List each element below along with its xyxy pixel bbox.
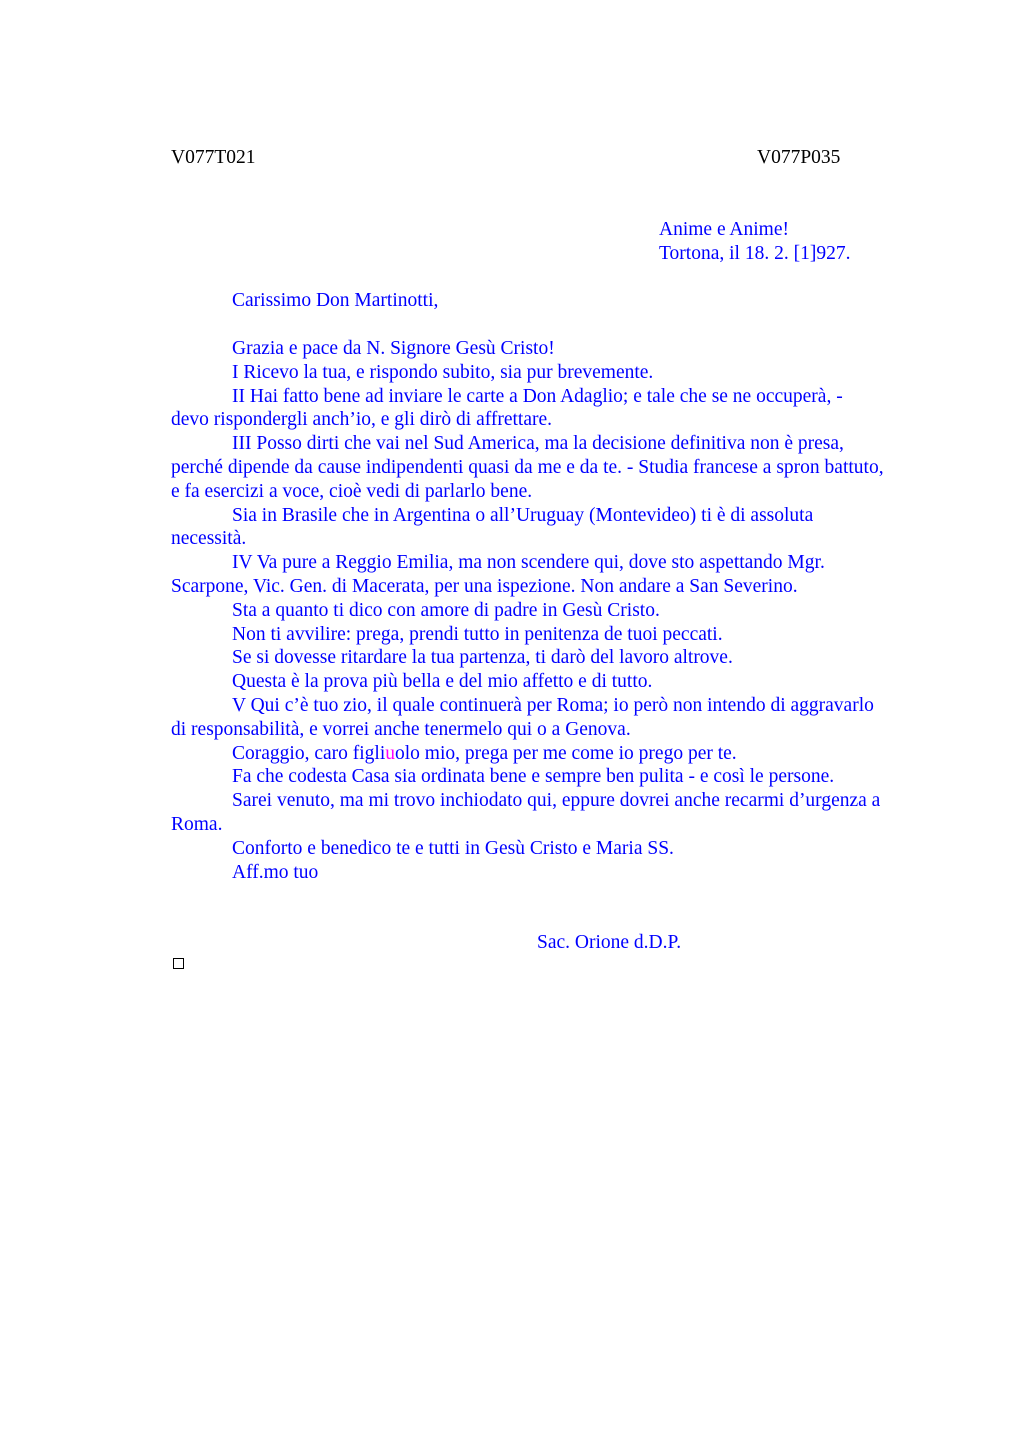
square-outline-icon: [173, 958, 184, 969]
motto: Anime e Anime!: [659, 219, 789, 240]
paragraph-5: IV Va pure a Reggio Emilia, ma non scendere qui, dove sto aspettando Mgr. Scarpone, Vic. Gen. di Macerata, per una ispezione. Non andare a San Severino.: [171, 552, 825, 597]
paragraph-4: Sia in Brasile che in Argentina o all’Uruguay (Montevideo) ti è di assoluta necessità.: [171, 504, 814, 550]
paragraph-8: Se si dovesse ritardare la tua partenza, ti darò del lavoro altrove.: [232, 647, 733, 669]
salutation: Carissimo Don Martinotti,: [232, 290, 439, 311]
letter-heading: [659, 218, 850, 266]
paragraph-14: Conforto e benedico te e tutti in Gesù Cristo e Maria SS.: [232, 837, 674, 859]
paragraph-11-end: olo mio, prega per me come io prego per te.: [395, 742, 737, 764]
document-reference-left: V077T021: [171, 147, 256, 168]
closing: Aff.mo tuo: [232, 861, 319, 883]
paragraph-7: Non ti avvilire: prega, prendi tutto in penitenza de tuoi peccati.: [232, 623, 723, 645]
paragraph-1: I Ricevo la tua, e rispondo subito, sia pur brevemente.: [232, 361, 654, 383]
paragraph-11-start: Coraggio, caro figli: [232, 742, 386, 764]
paragraph-10: V Qui c’è tuo zio, il quale continuerà per Roma; io però non intendo di aggravarlo di responsabilità, e vorrei anche tenermelo qui o a Genova.: [171, 694, 874, 740]
paragraph-3: III Posso dirti che vai nel Sud America, ma la decisione definitiva non è presa, perché dipende da cause indipendenti quasi da me e da te. - Studia francese a spron battuto, e fa esercizi a voce, cioè vedi di parlarlo bene.: [171, 433, 884, 502]
paragraph-13: Sarei venuto, ma mi trovo inchiodato qui, eppure dovrei anche recarmi d’urgenza a Roma.: [171, 790, 881, 835]
highlighted-letter: u: [385, 742, 395, 764]
greeting-paragraph: Grazia e pace da N. Signore Gesù Cristo!: [232, 338, 555, 359]
paragraph-11: [171, 742, 931, 766]
letter-body: [171, 337, 931, 884]
signature: Sac. Orione d.D.P.: [537, 932, 682, 953]
place-date: Tortona, il 18. 2. [1]927.: [659, 243, 851, 264]
paragraph-9: Questa è la prova più bella e del mio affetto e di tutto.: [232, 671, 653, 693]
paragraph-12: Fa che codesta Casa sia ordinata bene e sempre ben pulita - e così le persone.: [232, 766, 835, 788]
paragraph-2: II Hai fatto bene ad inviare le carte a Don Adaglio; e tale che se ne occuperà, - devo rispondergli anch’io, e gli dirò di affrettare.: [171, 385, 843, 431]
document-reference-right: V077P035: [757, 147, 841, 168]
paragraph-6: Sta a quanto ti dico con amore di padre in Gesù Cristo.: [232, 599, 660, 621]
